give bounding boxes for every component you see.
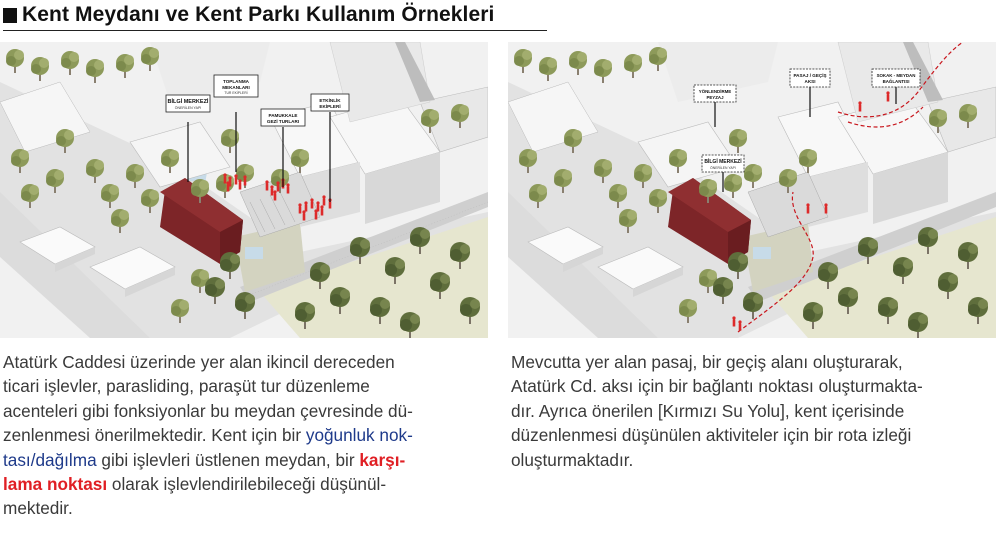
- text-line: [3, 448, 487, 472]
- svg-text:MEKANLARI: MEKANLARI: [222, 85, 250, 90]
- right-description: [511, 350, 997, 472]
- text-line: mektedir.: [3, 498, 73, 519]
- svg-text:SOKAK - MEYDAN: SOKAK - MEYDAN: [876, 73, 916, 78]
- left-site-illustration: [0, 42, 488, 338]
- highlight-noktasi: lama noktası: [3, 474, 108, 495]
- label-yonlendirme-peyzaj: [694, 85, 736, 102]
- svg-text:ÖNERİLEN YAPI: ÖNERİLEN YAPI: [710, 166, 736, 170]
- svg-text:BİLGİ MERKEZİ: BİLGİ MERKEZİ: [167, 99, 209, 105]
- text-span: olarak işlevlendirilebileceği düşünül-: [107, 474, 387, 495]
- highlight-dagilma: tası/dağılma: [3, 449, 97, 470]
- title-square-bullet-icon: [3, 8, 17, 23]
- text-line: oluşturmaktadır.: [511, 449, 634, 470]
- text-line: düzenlenmesi düşünülen aktiviteler için bir rota izleği: [511, 425, 912, 446]
- label-pasaj-gecis-aksi: [790, 69, 830, 87]
- label-pamukkale-gezi-turlari: [261, 109, 305, 126]
- text-line: Mevcutta yer alan pasaj, bir geçiş alanı oluşturarak,: [511, 352, 903, 372]
- right-site-illustration: [508, 42, 996, 338]
- svg-text:BAĞLANTISI: BAĞLANTISI: [882, 79, 910, 84]
- svg-text:PASAJ / GEÇİŞ: PASAJ / GEÇİŞ: [793, 73, 827, 78]
- svg-text:YÖNLENDİRME: YÖNLENDİRME: [698, 89, 732, 94]
- svg-text:TOPLANMA: TOPLANMA: [223, 79, 249, 84]
- section-title-bar: [3, 2, 547, 31]
- label-bilgi-merkezi-right: [702, 155, 744, 172]
- text-span: zenlenmesi önerilmektedir. Kent için bir: [3, 425, 306, 446]
- svg-text:ETKİNLİK: ETKİNLİK: [319, 98, 341, 103]
- svg-text:EKİPLERİ: EKİPLERİ: [319, 104, 341, 109]
- svg-text:ÖNERİLEN YAPI: ÖNERİLEN YAPI: [174, 106, 202, 110]
- page-title: Kent Meydanı ve Kent Parkı Kullanım Örnekleri: [22, 3, 495, 26]
- text-line: Atatürk Cd. aksı için bir bağlantı noktası oluşturmakta-: [511, 376, 923, 397]
- label-etkinlik-ekipleri: [311, 94, 349, 111]
- label-toplanma-mekanlari: [214, 75, 258, 97]
- highlight-karsilama: karşı-: [359, 449, 406, 470]
- text-line: [3, 472, 487, 496]
- text-line: dır. Ayrıca önerilen [Kırmızı Su Yolu], kent içerisinde: [511, 400, 905, 421]
- text-span: gibi işlevleri üstlenen meydan, bir: [96, 449, 360, 470]
- left-description: [3, 350, 487, 521]
- svg-text:AKSI: AKSI: [804, 79, 816, 84]
- text-line: [3, 423, 487, 447]
- svg-text:PEYZAJ: PEYZAJ: [706, 95, 724, 100]
- highlight-yogunluk: yoğunluk nok-: [305, 425, 413, 446]
- text-line: Atatürk Caddesi üzerinde yer alan ikincil dereceden: [3, 352, 395, 372]
- svg-text:PAMUKKALE: PAMUKKALE: [268, 113, 298, 118]
- label-bilgi-merkezi: [166, 95, 210, 112]
- label-sokak-meydan-baglantisi: [872, 69, 920, 87]
- text-line: acenteleri gibi fonksiyonlar bu meydan çevresinde dü-: [3, 400, 413, 421]
- svg-text:BİLGİ MERKEZİ: BİLGİ MERKEZİ: [704, 159, 742, 165]
- text-line: ticari işlevler, parasliding, paraşüt tur düzenleme: [3, 376, 370, 397]
- svg-text:GEZİ TURLARI: GEZİ TURLARI: [266, 119, 300, 124]
- svg-text:TUR EKİPLERİ: TUR EKİPLERİ: [224, 91, 248, 95]
